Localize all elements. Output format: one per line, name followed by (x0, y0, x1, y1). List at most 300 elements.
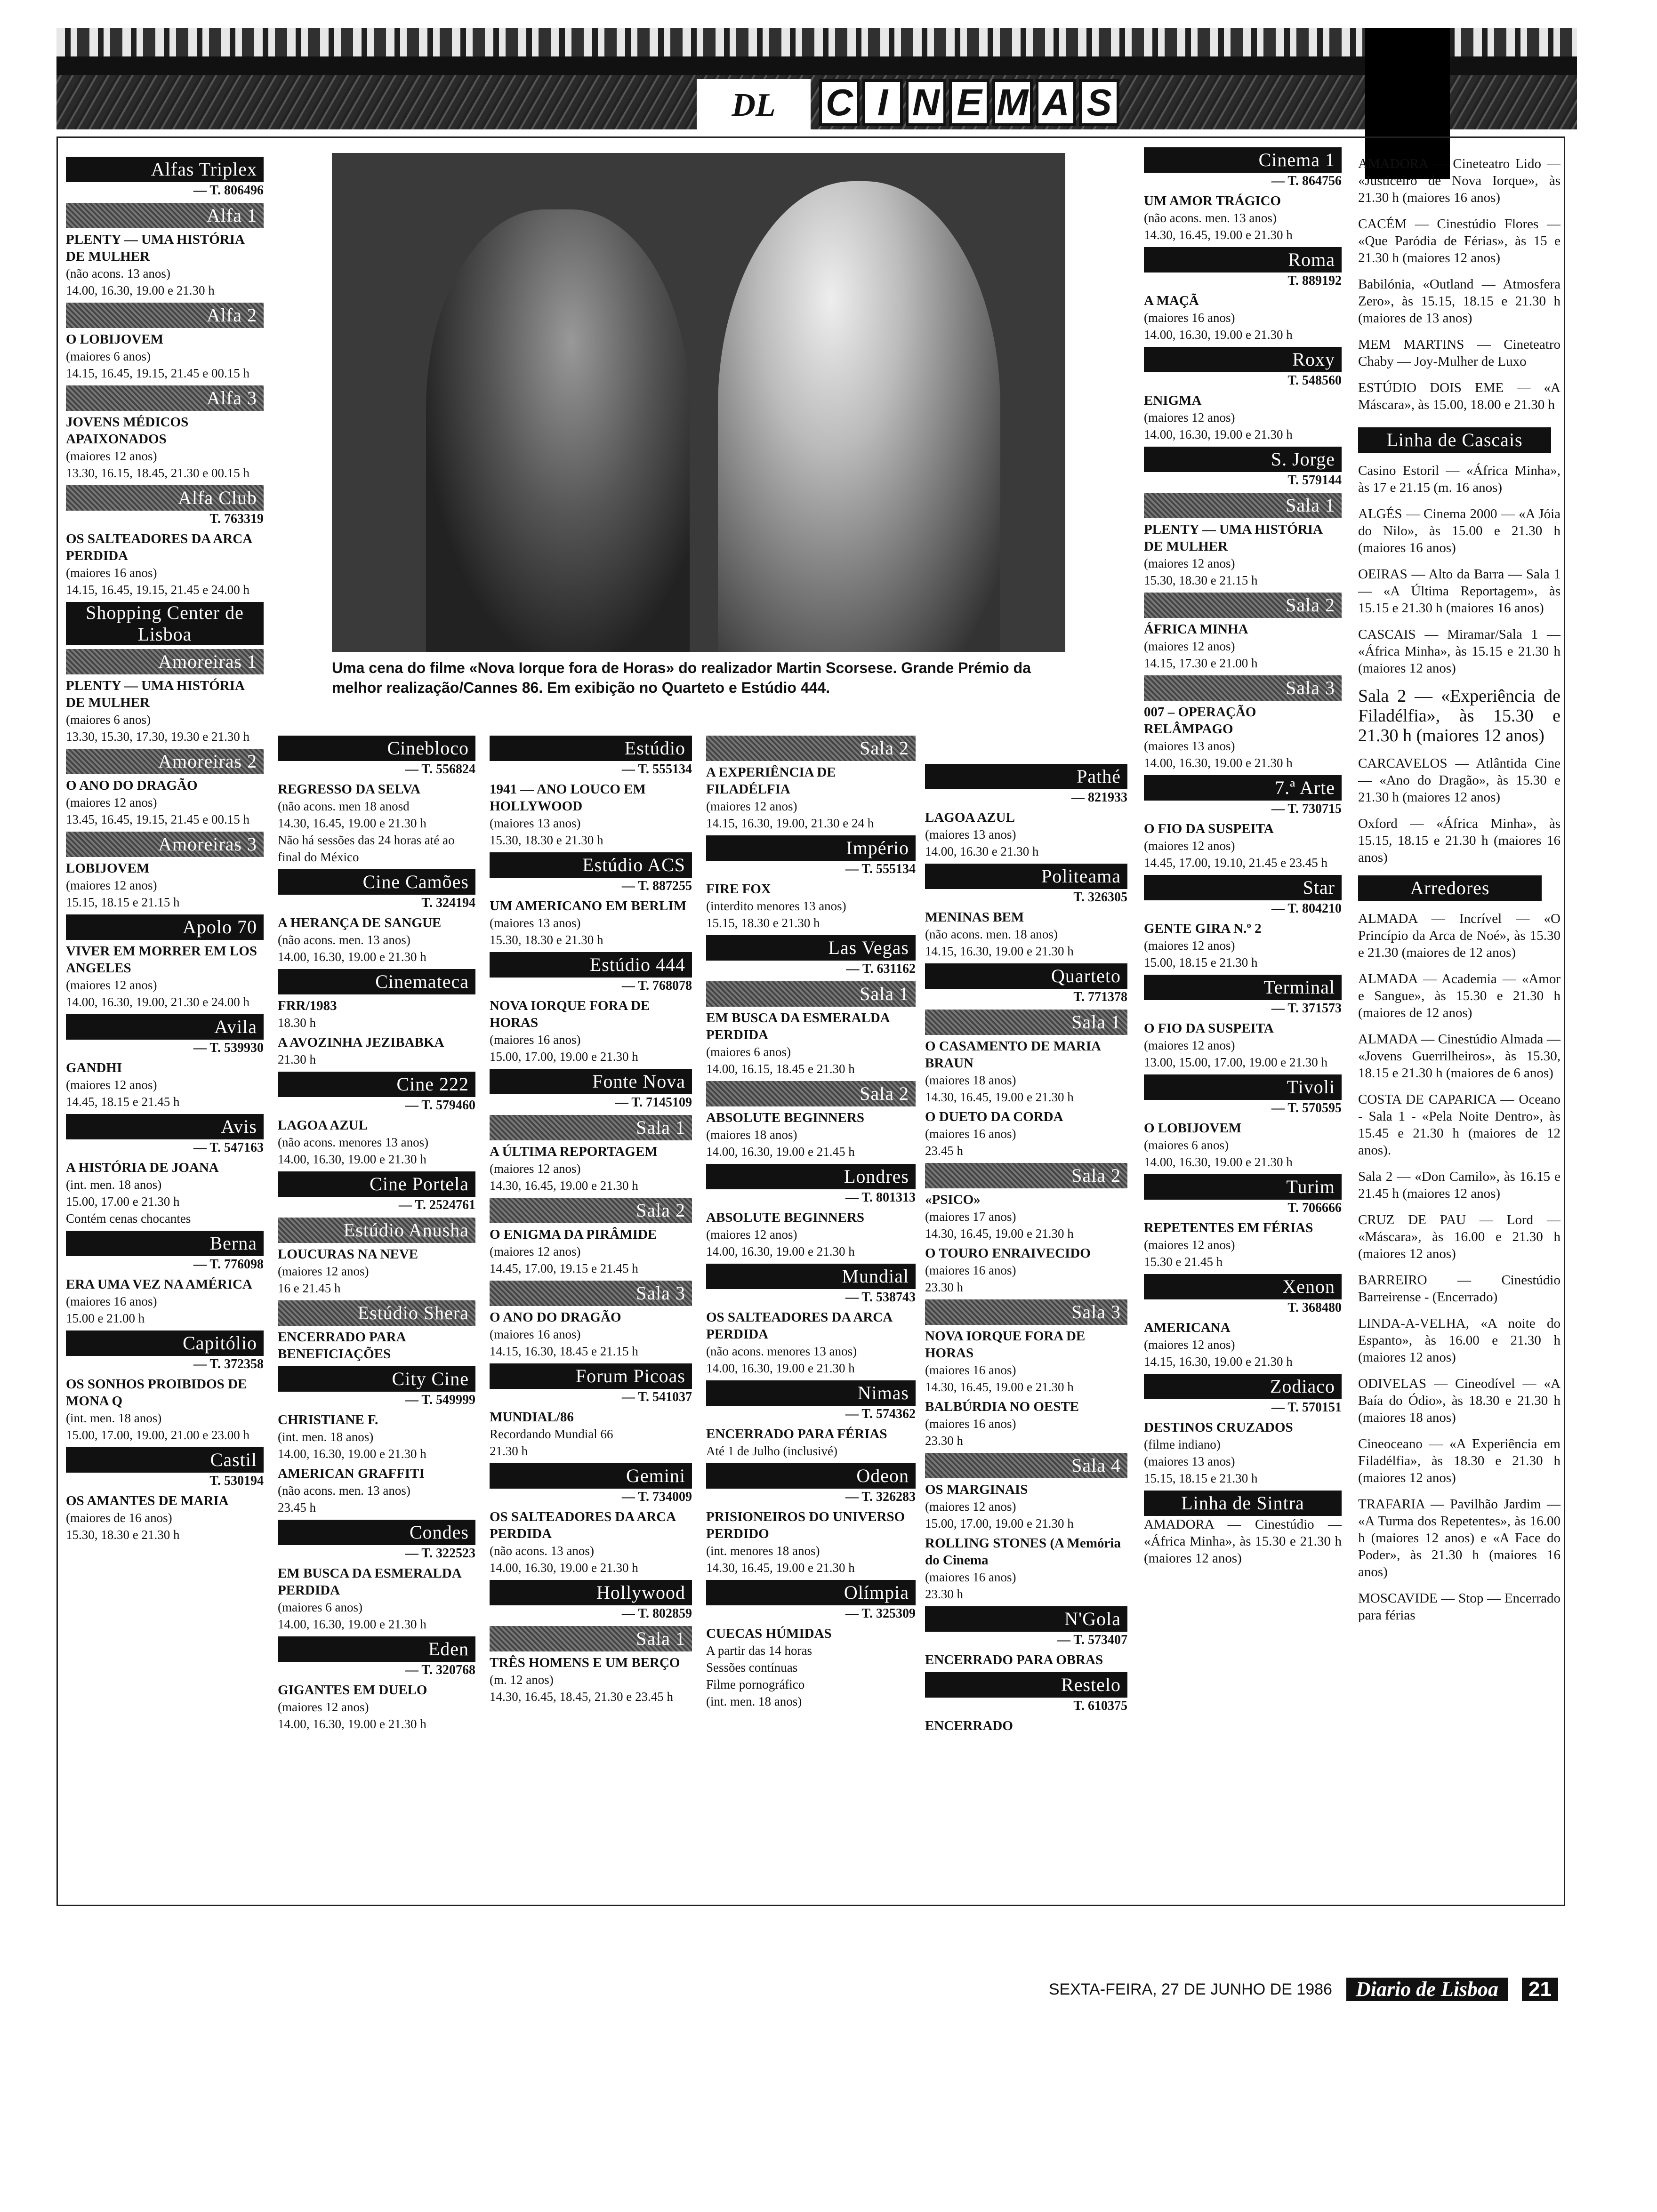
film-info: 18.30 h (278, 1016, 316, 1030)
film-title: TRÊS HOMENS E UM BERÇO (490, 1655, 680, 1670)
film-info: (maiores 16 anos) (66, 1294, 157, 1308)
film-title: O ANO DO DRAGÃO (66, 778, 198, 793)
film-title: O ANO DO DRAGÃO (490, 1310, 621, 1325)
film-info: (não acons. 13 anos) (490, 1544, 594, 1558)
phone-number: — T. 570595 (1271, 1101, 1342, 1115)
phone-number: — T. 549999 (405, 1393, 475, 1407)
cinema-header: Fonte Nova (490, 1069, 692, 1094)
film-title: A EXPERIÊNCIA DE FILADÉLFIA (706, 765, 836, 797)
cinema-header: Star (1144, 875, 1342, 900)
film-info: (maiores 12 anos) (706, 1227, 797, 1242)
film-info: A partir das 14 horas (706, 1643, 812, 1658)
film-title: O TOURO ENRAIVECIDO (925, 1246, 1091, 1261)
phone-number: T. 579144 (1287, 473, 1342, 488)
phone-number: T. 324194 (421, 896, 475, 910)
listing-paragraph: Babilónia, «Outland — Atmosfera Zero», às 15.15, 18.15 e 21.30 h (maiores de 13 anos) (1358, 277, 1560, 326)
film-info: 14.00, 16.30, 19.00 e 21.30 h (706, 1244, 855, 1258)
cinema-header: Capitólio (66, 1330, 264, 1356)
cinema-header: Nimas (706, 1380, 916, 1406)
listing-paragraph: LINDA-A-VELHA, «A noite do Espanto», às 16.00 e 21.30 h (maiores 12 anos) (1358, 1316, 1560, 1365)
film-info: (maiores 16 anos) (925, 1127, 1016, 1141)
film-title: A ÚLTIMA REPORTAGEM (490, 1144, 658, 1159)
film-info: 13.30, 15.30, 17.30, 19.30 e 21.30 h (66, 729, 249, 744)
listing-paragraph: OEIRAS — Alto da Barra — Sala 1 — «A Última Reportagem», às 15.15 e 21.30 h (maiores 16 anos) (1358, 567, 1560, 616)
film-title: LOBIJOVEM (66, 861, 150, 876)
cinema-header: Estúdio 444 (490, 952, 692, 978)
cinema-header: Sala 4 (925, 1453, 1127, 1478)
film-info: (maiores 12 anos) (66, 1078, 157, 1092)
phone-number: — T. 631162 (846, 962, 916, 976)
cinema-header: Forum Picoas (490, 1363, 692, 1389)
film-info: (maiores 13 anos) (925, 827, 1016, 842)
title-letter: A (1036, 79, 1076, 126)
film-title: GIGANTES EM DUELO (278, 1683, 427, 1698)
film-info: 14.30, 16.45, 19.00 e 21.30 h (1144, 228, 1293, 242)
film-info: (maiores 16 anos) (925, 1363, 1016, 1377)
column-4 (706, 732, 916, 1710)
cinema-header: Cinebloco (278, 736, 475, 761)
film-title: OS SALTEADORES DA ARCA PERDIDA (706, 1310, 892, 1342)
cinema-header: Olímpia (706, 1580, 916, 1605)
cinema-header: 7.ª Arte (1144, 775, 1342, 801)
phone-number: — T. 802859 (621, 1606, 692, 1621)
phone-number: — T. 7145109 (615, 1095, 692, 1110)
film-title: FRR/1983 (278, 998, 337, 1013)
listing-paragraph: TRAFARIA — Pavilhão Jardim — «A Turma dos Repetentes», às 16.00 h (maiores 12 anos) e «A Face do Poder», às 21.30 h (maiores 16 anos) (1358, 1497, 1560, 1579)
film-info: 23.30 h (925, 1280, 963, 1294)
suburbs-list (1358, 155, 1560, 413)
film-info: (maiores 13 anos) (1144, 1454, 1235, 1468)
film-info: 14.30, 16.45, 18.45, 21.30 e 23.45 h (490, 1690, 673, 1704)
film-info: 13.00, 15.00, 17.00, 19.00 e 21.30 h (1144, 1055, 1327, 1069)
cinema-header: Roxy (1144, 347, 1342, 372)
film-info: (maiores 12 anos) (1144, 556, 1235, 570)
cinema-header: Sala 1 (706, 981, 916, 1007)
film-info: 14.00, 16.30 e 21.30 h (925, 844, 1039, 858)
film-title: O FIO DA SUSPEITA (1144, 821, 1274, 836)
cinema-header: Sala 3 (925, 1299, 1127, 1325)
film-title: LOUCURAS NA NEVE (278, 1247, 418, 1262)
listing-paragraph: AMADORA — Cinestúdio — «África Minha», às 15.30 e 21.30 h (maiores 12 anos) (1144, 1517, 1342, 1566)
cinema-header: Sala 1 (925, 1010, 1127, 1035)
film-info: (maiores 12 anos) (66, 449, 157, 463)
film-info: (não acons. men. 13 anos) (278, 933, 410, 947)
phone-number: T. 548560 (1287, 373, 1342, 388)
film-info: 14.00, 16.30, 19.00 e 21.30 h (490, 1561, 638, 1575)
film-info: (filme indiano) (1144, 1437, 1221, 1451)
phone-number: T. 706666 (1287, 1201, 1342, 1215)
phone-number: — T. 555134 (621, 762, 692, 777)
cinema-header: Sala 3 (1144, 675, 1342, 701)
cinema-header: Eden (278, 1636, 475, 1662)
film-title: DESTINOS CRUZADOS (1144, 1420, 1293, 1435)
listing-paragraph: Casino Estoril — «África Minha», às 17 e 21.15 (m. 16 anos) (1358, 463, 1560, 495)
film-title: PLENTY — UMA HISTÓRIA DE MULHER (66, 678, 244, 710)
footer-date: SEXTA-FEIRA, 27 DE JUNHO DE 1986 (1048, 1980, 1332, 1998)
film-title: ROLLING STONES (A Memória do Cinema (925, 1536, 1121, 1568)
cinema-header: Império (706, 835, 916, 861)
film-title: GANDHI (66, 1060, 122, 1075)
film-title: PLENTY — UMA HISTÓRIA DE MULHER (1144, 522, 1322, 554)
arredores-list (1358, 910, 1560, 1624)
listing-paragraph: CASCAIS — Miramar/Sala 1 — «África Minha», às 15.15 e 21.30 h (maiores 12 anos) (1358, 627, 1560, 676)
film-info: 14.00, 16.30, 19.00 e 21.45 h (706, 1145, 855, 1159)
film-info: 14.30, 16.45, 19.00 e 21.30 h (925, 1380, 1074, 1394)
cinema-header: Sala 2 (490, 1198, 692, 1223)
cinema-header: Estúdio (490, 736, 692, 761)
film-title: O LOBIJOVEM (1144, 1121, 1242, 1136)
listing-paragraph: ESTÚDIO DOIS EME — «A Máscara», às 15.00, 18.00 e 21.30 h (1358, 380, 1560, 412)
film-info: (maiores 18 anos) (925, 1073, 1016, 1087)
cinema-header: Alfa 2 (66, 303, 264, 328)
phone-number: — T. 371573 (1271, 1001, 1342, 1016)
cinema-header: Sala 3 (490, 1281, 692, 1306)
cascais-list (1358, 462, 1560, 866)
phone-number: — T. 801313 (845, 1190, 916, 1205)
film-info: (não acons. men. 13 anos) (278, 1483, 410, 1498)
cinema-header: Sala 2 (706, 1081, 916, 1106)
film-info: 15.30, 18.30 e 21.30 h (490, 833, 603, 847)
listing-paragraph: CRUZ DE PAU — Lord — «Máscara», às 16.00 e 21.30 h (maiores 12 anos) (1358, 1212, 1560, 1261)
film-title: O CASAMENTO DE MARIA BRAUN (925, 1039, 1101, 1071)
phone-number: — T. 864756 (1271, 174, 1342, 188)
film-info: 14.15, 16.45, 19.15, 21.45 e 00.15 h (66, 366, 249, 380)
film-info: (int. men. 18 anos) (66, 1411, 162, 1425)
cinema-header: Tivoli (1144, 1074, 1342, 1100)
phone-number: — T. 887255 (621, 879, 692, 893)
film-title: ENIGMA (1144, 393, 1202, 408)
cinema-header: Castil (66, 1447, 264, 1473)
film-info: (maiores 12 anos) (1144, 839, 1235, 853)
film-title: OS SALTEADORES DA ARCA PERDIDA (490, 1509, 676, 1541)
phone-number: T. 368480 (1287, 1300, 1342, 1315)
film-info: (maiores 12 anos) (278, 1264, 369, 1278)
cinema-header: Amoreiras 3 (66, 832, 264, 857)
cinema-header: Sala 1 (490, 1115, 692, 1140)
film-title: O ENIGMA DA PIRÂMIDE (490, 1227, 657, 1242)
film-title: CUECAS HÚMIDAS (706, 1626, 832, 1641)
phone-number: — T. 325309 (845, 1606, 916, 1621)
film-info: (maiores 6 anos) (1144, 1138, 1229, 1152)
film-info: 14.00, 16.30, 19.00 e 21.30 h (278, 1447, 426, 1461)
cinema-header: Avila (66, 1014, 264, 1040)
film-info: (maiores 12 anos) (706, 799, 797, 813)
film-title: PRISIONEIROS DO UNIVERSO PERDIDO (706, 1509, 905, 1541)
film-info: 15.00, 18.15 e 21.30 h (1144, 955, 1258, 970)
phone-number: — T. 570151 (1271, 1400, 1342, 1415)
photo-caption: Uma cena do filme «Nova Iorque fora de Horas» do realizador Martin Scorsese. Grande Prémio da melhor realização/Cannes 86. Em exibição no Quarteto e Estúdio 444. (332, 659, 1031, 696)
film-info: 14.00, 16.30, 19.00 e 21.30 h (66, 283, 215, 297)
film-info: (maiores 16 anos) (490, 1327, 581, 1341)
film-info: Não há sessões das 24 horas até ao final do México (278, 833, 455, 864)
film-info: (não acons. menores 13 anos) (278, 1135, 429, 1149)
film-title: A HISTÓRIA DE JOANA (66, 1160, 219, 1175)
film-info: (maiores 12 anos) (66, 795, 157, 809)
film-title: O LOBIJOVEM (66, 332, 164, 347)
film-title: AMERICAN GRAFFITI (278, 1466, 425, 1481)
film-info: (maiores 12 anos) (490, 1244, 581, 1258)
listing-paragraph: CACÉM — Cinestúdio Flores — «Que Paródia de Férias», às 15 e 21.30 h (maiores 12 anos) (1358, 216, 1560, 265)
page-footer (918, 1978, 1558, 2001)
film-info: 14.45, 17.00, 19.10, 21.45 e 23.45 h (1144, 856, 1327, 870)
film-title: EM BUSCA DA ESMERALDA PERDIDA (278, 1566, 461, 1598)
film-info: 14.15, 16.30, 19.00 e 21.30 h (1144, 1354, 1293, 1369)
film-info: 14.00, 16.30, 19.00 e 21.30 h (1144, 328, 1293, 342)
phone-number: — T. 2524761 (398, 1198, 475, 1212)
film-info: (maiores 12 anos) (1144, 1238, 1235, 1252)
film-title: JOVENS MÉDICOS APAIXONADOS (66, 415, 189, 447)
cinema-header: Odeon (706, 1463, 916, 1489)
phone-number: — T. 322523 (405, 1546, 475, 1561)
film-info: 14.00, 16.30, 19.00 e 21.30 h (706, 1361, 855, 1375)
cinema-header: Restelo (925, 1672, 1127, 1698)
film-info: 15.30, 18.30 e 21.30 h (66, 1528, 180, 1542)
cinema-header: Linha de Sintra (1144, 1491, 1342, 1516)
film-info: 15.00, 17.00, 19.00, 21.00 e 23.00 h (66, 1428, 249, 1442)
phone-number: T. 763319 (209, 512, 264, 526)
film-info: 13.45, 16.45, 19.15, 21.45 e 00.15 h (66, 812, 249, 826)
film-info: (m. 12 anos) (490, 1673, 554, 1687)
film-title: A MAÇÃ (1144, 293, 1199, 308)
phone-number: — T. 573407 (1057, 1633, 1127, 1647)
film-title: REPETENTES EM FÉRIAS (1144, 1220, 1313, 1235)
cinema-header: Berna (66, 1231, 264, 1256)
cinema-header: Cine 222 (278, 1072, 475, 1097)
film-info: (não acons. 13 anos) (66, 266, 170, 281)
cinema-header: Londres (706, 1164, 916, 1189)
film-info: (maiores 16 anos) (490, 1033, 581, 1047)
film-title: MUNDIAL/86 (490, 1410, 574, 1425)
film-info: 15.15, 18.15 e 21.30 h (1144, 1471, 1258, 1485)
film-info: (int. men. 18 anos) (66, 1178, 162, 1192)
film-info: 15.30 e 21.45 h (1144, 1255, 1223, 1269)
cinema-header: Amoreiras 1 (66, 649, 264, 674)
newspaper-masthead: Diario de Lisboa (1346, 1978, 1508, 2001)
cinema-header: Cinemateca (278, 969, 475, 994)
film-title: OS SALTEADORES DA ARCA PERDIDA (66, 531, 252, 563)
cinema-header: Hollywood (490, 1580, 692, 1605)
film-info: (maiores 6 anos) (706, 1045, 791, 1059)
column-3 (490, 732, 692, 1705)
listing-paragraph: ALMADA — Incrível — «O Princípio da Arca de Noé», às 15.30 e 21.30 (maiores de 12 anos) (1358, 911, 1560, 960)
photo-figure-left (426, 209, 690, 652)
film-title: ABSOLUTE BEGINNERS (706, 1210, 865, 1225)
film-info: (não acons. men. 13 anos) (1144, 211, 1277, 225)
film-info: (interdito menores 13 anos) (706, 899, 846, 913)
cinema-header: City Cine (278, 1366, 475, 1392)
film-title: MENINAS BEM (925, 910, 1024, 925)
film-info: (int. men. 18 anos) (278, 1430, 374, 1444)
listing-paragraph: Cineoceano — «A Experiência em Filadélfia», às 18.30 e 21.30 h (maiores 12 anos) (1358, 1436, 1560, 1485)
cinema-header: Terminal (1144, 975, 1342, 1000)
phone-number: — T. 541037 (621, 1390, 692, 1404)
film-info: Recordando Mundial 66 (490, 1427, 613, 1441)
cinema-header: Quarteto (925, 963, 1127, 989)
film-info: 14.15, 16.30, 19.00, 21.30 e 24 h (706, 816, 874, 830)
film-title: OS SONHOS PROIBIDOS DE MONA Q (66, 1377, 247, 1409)
film-title: ENCERRADO PARA FÉRIAS (706, 1427, 887, 1442)
film-title: ERA UMA VEZ NA AMÉRICA (66, 1277, 252, 1292)
film-info: 23.30 h (925, 1434, 963, 1448)
film-title: GENTE GIRA N.º 2 (1144, 921, 1262, 936)
column-2 (278, 732, 475, 1732)
phone-number: — T. 556824 (405, 762, 475, 777)
film-info: 14.30, 16.45, 19.00 e 21.30 h (925, 1226, 1074, 1241)
film-info: 14.00, 16.30, 19.00 e 21.30 h (1144, 756, 1293, 770)
film-title: ENCERRADO PARA OBRAS (925, 1652, 1103, 1667)
film-info: (maiores 13 anos) (490, 816, 581, 830)
column-6 (1144, 144, 1342, 1567)
cinema-header: Amoreiras 2 (66, 749, 264, 774)
phone-number: T. 771378 (1073, 990, 1127, 1004)
film-info: (não acons. men 18 anosd (278, 799, 410, 813)
film-info: (maiores 12 anos) (1144, 938, 1235, 953)
film-title: LAGOA AZUL (925, 810, 1015, 825)
phone-number: — T. 326283 (845, 1490, 916, 1504)
film-title: ÁFRICA MINHA (1144, 622, 1248, 637)
film-info: (maiores 16 anos) (925, 1417, 1016, 1431)
film-info: (maiores 16 anos) (925, 1263, 1016, 1277)
film-info: 14.00, 16.15, 18.45 e 21.30 h (706, 1062, 855, 1076)
cinema-header: Sala 1 (490, 1626, 692, 1651)
masthead-banner (56, 28, 1577, 129)
phone-number: — T. 574362 (845, 1407, 916, 1421)
banner-stripe (56, 28, 1577, 56)
film-title: UM AMERICANO EM BERLIM (490, 898, 687, 914)
film-info: (não acons. men. 18 anos) (925, 927, 1058, 941)
listing-paragraph: ALGÉS — Cinema 2000 — «A Jóia do Nilo», às 15.00 e 21.30 h (maiores 16 anos) (1358, 506, 1560, 555)
film-info: (maiores 13 anos) (490, 916, 581, 930)
film-title: VIVER EM MORRER EM LOS ANGELES (66, 944, 257, 976)
film-info: (maiores 12 anos) (490, 1162, 581, 1176)
phone-number: — T. 538743 (845, 1290, 916, 1305)
cinema-header: Cinema 1 (1144, 147, 1342, 173)
film-info: 14.00, 16.30, 19.00 e 21.30 h (278, 1717, 426, 1731)
phone-number: — T. 806496 (193, 183, 264, 198)
film-title: UM AMOR TRÁGICO (1144, 193, 1281, 208)
phone-number: — T. 539930 (193, 1041, 264, 1055)
film-info: (int. men. 18 anos) (706, 1694, 802, 1708)
film-info: 15.15, 18.30 e 21.30 h (706, 916, 820, 930)
cinema-header: Apolo 70 (66, 914, 264, 940)
film-info: 21.30 h (490, 1444, 528, 1458)
cinema-header: Gemini (490, 1463, 692, 1489)
section-header-arredores: Arredores (1358, 875, 1542, 901)
film-info: (maiores 13 anos) (1144, 739, 1235, 753)
phone-number: — T. 776098 (193, 1257, 264, 1272)
film-info: (não acons. menores 13 anos) (706, 1344, 857, 1358)
listing-paragraph: ALMADA — Cinestúdio Almada — «Jovens Guerrilheiros», às 15.30, 18.15 e 21.30 h (maiores de 6 anos) (1358, 1032, 1560, 1081)
listing-paragraph: MOSCAVIDE — Stop — Encerrado para férias (1358, 1591, 1560, 1623)
film-info: 13.30, 16.15, 18.45, 21.30 e 00.15 h (66, 466, 249, 480)
film-title: AMERICANA (1144, 1320, 1231, 1335)
film-title: OS AMANTES DE MARIA (66, 1493, 229, 1508)
title-letter: E (949, 79, 989, 126)
film-info: (maiores 6 anos) (66, 713, 151, 727)
listing-paragraph: Oxford — «África Minha», às 15.15, 18.15 e 21.30 h (maiores 16 anos) (1358, 816, 1560, 865)
film-title: OS MARGINAIS (925, 1482, 1028, 1497)
film-info: (maiores 18 anos) (706, 1128, 797, 1142)
film-info: 23.45 h (925, 1144, 963, 1158)
film-title: A HERANÇA DE SANGUE (278, 915, 442, 930)
phone-number: — T. 768078 (621, 978, 692, 993)
cinema-header: S. Jorge (1144, 447, 1342, 472)
film-info: (maiores 12 anos) (925, 1499, 1016, 1514)
cinema-header: Estúdio ACS (490, 852, 692, 878)
film-info: 15.30, 18.30 e 21.15 h (1144, 573, 1258, 587)
title-letter: C (819, 79, 860, 126)
title-letter: M (992, 79, 1033, 126)
phone-number: T. 610375 (1073, 1699, 1127, 1713)
column-1 (66, 153, 264, 1543)
film-info: (maiores 12 anos) (66, 878, 157, 892)
listing-paragraph: CARCAVELOS — Atlântida Cine — «Ano do Dragão», às 15.30 e 21.30 h (maiores 12 anos) (1358, 756, 1560, 805)
listing-paragraph: MEM MARTINS — Cineteatro Chaby — Joy-Mulher de Luxo (1358, 337, 1560, 369)
title-letter: N (906, 79, 946, 126)
cinema-header: Sala 2 (706, 736, 916, 761)
film-title: NOVA IORQUE FORA DE HORAS (925, 1329, 1086, 1361)
film-title: EM BUSCA DA ESMERALDA PERDIDA (706, 1010, 890, 1042)
phone-number: — 821933 (1071, 790, 1127, 805)
listing-paragraph: ALMADA — Academia — «Amor e Sangue», às 15.30 e 21.30 h (maiores de 12 anos) (1358, 971, 1560, 1020)
film-title: REGRESSO DA SELVA (278, 782, 421, 797)
film-title: ENCERRADO (925, 1718, 1013, 1733)
title-letter: I (862, 79, 903, 126)
film-title: «PSICO» (925, 1192, 981, 1207)
film-info: (maiores 6 anos) (66, 349, 151, 363)
cinema-header: Estúdio Anusha (278, 1218, 475, 1243)
cinema-header: Sala 2 (925, 1163, 1127, 1188)
cinema-header: Alfa 1 (66, 203, 264, 228)
cinema-header: Alfa 3 (66, 385, 264, 411)
phone-number: — T. 804210 (1271, 901, 1342, 916)
film-info: (maiores 12 anos) (1144, 410, 1235, 425)
film-info: 14.00, 16.30, 19.00 e 21.30 h (278, 950, 426, 964)
film-title: A AVOZINHA JEZIBABKA (278, 1035, 444, 1050)
film-title: O FIO DA SUSPEITA (1144, 1021, 1274, 1036)
cinema-header: N'Gola (925, 1606, 1127, 1632)
film-info: 14.15, 16.45, 19.15, 21.45 e 24.00 h (66, 583, 249, 597)
film-info: (maiores 12 anos) (1144, 1038, 1235, 1052)
cinema-header: Condes (278, 1520, 475, 1545)
film-info: 15.30, 18.30 e 21.30 h (490, 933, 603, 947)
film-info: 14.30, 16.45, 19.00 e 21.30 h (490, 1178, 638, 1193)
film-info: (maiores 12 anos) (66, 978, 157, 992)
column-7 (1358, 155, 1560, 1633)
film-still-photo (332, 153, 1065, 652)
film-info: 14.15, 16.30, 19.00 e 21.30 h (925, 944, 1074, 958)
cinema-header: Roma (1144, 247, 1342, 272)
cinema-header: Shopping Center de Lisboa (66, 602, 264, 645)
page-number: 21 (1522, 1978, 1558, 2001)
phone-number: — T. 372358 (193, 1357, 264, 1371)
film-info: 14.00, 16.30, 19.00 e 21.30 h (278, 1617, 426, 1631)
film-info: 15.00 e 21.00 h (66, 1311, 145, 1325)
film-title: 1941 — ANO LOUCO EM HOLLYWOOD (490, 782, 646, 814)
film-info: 14.30, 16.45, 19.00 e 21.30 h (278, 816, 426, 830)
column-5 (925, 760, 1127, 1734)
film-info: 21.30 h (278, 1052, 316, 1066)
film-info: Contém cenas chocantes (66, 1211, 191, 1226)
film-info: 14.00, 16.30, 19.00 e 21.30 h (1144, 1155, 1293, 1169)
cinema-header: Alfas Triplex (66, 157, 264, 182)
phone-number: — T. 555134 (845, 862, 916, 876)
phone-number: — T. 734009 (621, 1490, 692, 1504)
film-info: 14.00, 16.30, 19.00, 21.30 e 24.00 h (66, 995, 249, 1009)
cinema-header: Avis (66, 1114, 264, 1139)
film-info: 15.00, 17.00, 19.00 e 21.30 h (925, 1516, 1074, 1531)
cinema-header: Turim (1144, 1174, 1342, 1200)
